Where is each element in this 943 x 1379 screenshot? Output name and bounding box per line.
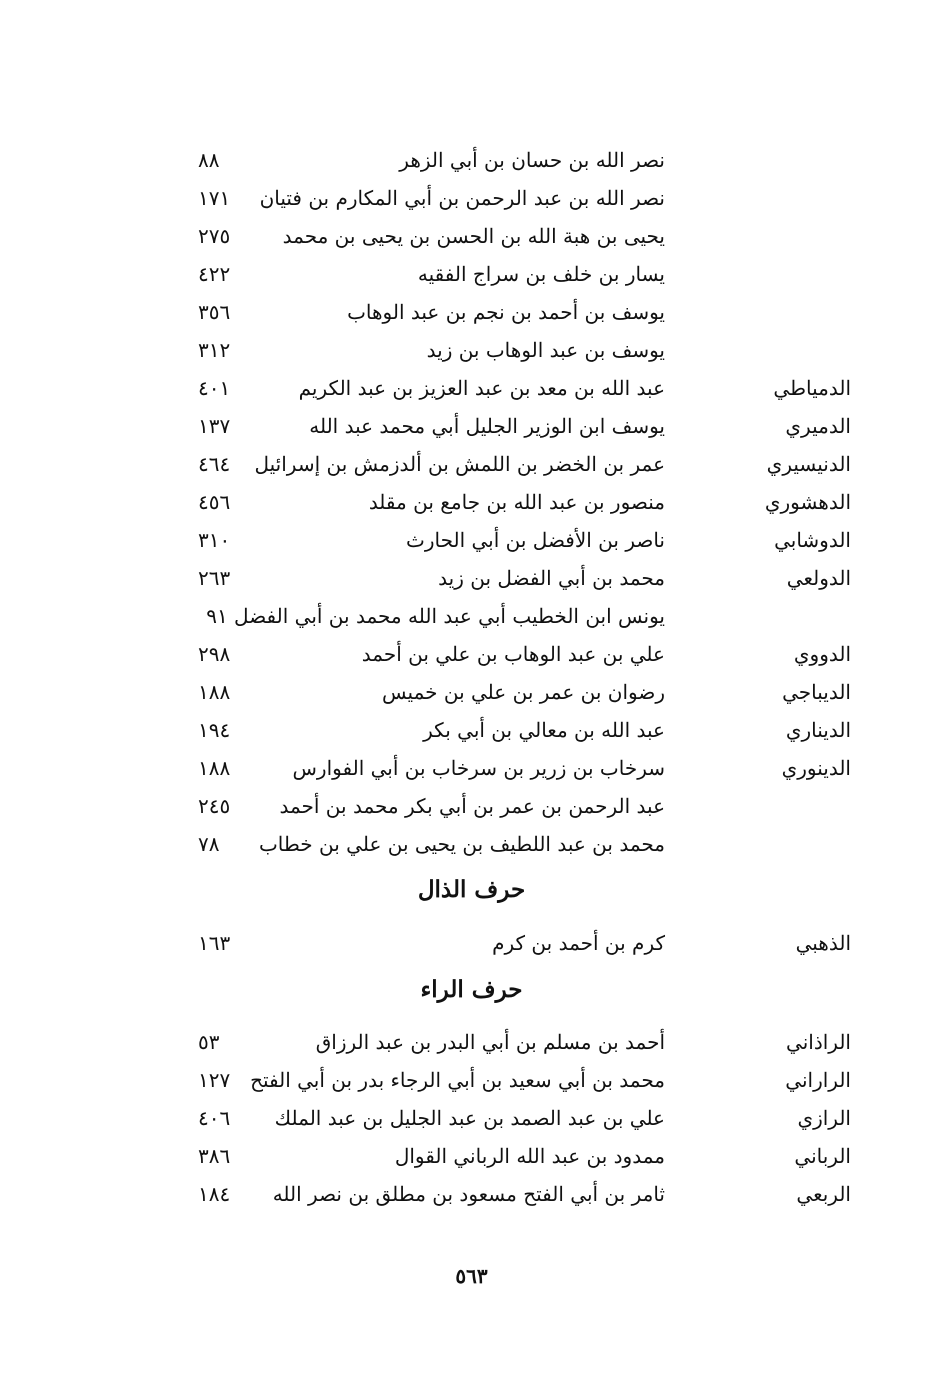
nisba-label: الدهشوري	[764, 490, 851, 514]
nisba-label: الرباني	[794, 1144, 851, 1168]
person-name: منصور بن عبد الله بن جامع بن مقلد	[368, 490, 665, 514]
index-entry	[0, 408, 943, 444]
person-name: أحمد بن مسلم بن أبي البدر بن عبد الرزاق	[315, 1030, 665, 1054]
person-name: ثامر بن أبي الفتح مسعود بن مطلق بن نصر الله	[272, 1182, 665, 1206]
nisba-label: الذهبي	[795, 931, 851, 955]
nisba-label: الديناري	[785, 718, 851, 742]
index-entry	[0, 712, 943, 748]
index-entry	[0, 218, 943, 254]
index-entry	[0, 370, 943, 406]
page-reference: ٢٧٥	[198, 224, 231, 248]
person-name: يوسف ابن الوزير الجليل أبي محمد عبد الله	[309, 414, 665, 438]
page-reference: ٤٢٢	[198, 262, 231, 286]
section-heading: حرف الراء	[420, 976, 523, 1003]
person-name: محمد بن أبي سعيد بن أبي الرجاء بدر بن أبي الفتح	[250, 1068, 665, 1092]
page-reference: ٢٩٨	[198, 642, 231, 666]
page-reference: ١٦٣	[198, 931, 231, 955]
page-reference: ٣١٠	[198, 528, 231, 552]
index-entry	[0, 484, 943, 520]
index-entry	[0, 142, 943, 178]
page-reference: ١٩٤	[198, 718, 231, 742]
page-reference: ٣١٢	[198, 338, 231, 362]
nisba-label: الرازي	[797, 1106, 851, 1130]
person-name: عبد الله بن معد بن عبد العزيز بن عبد الكريم	[298, 376, 665, 400]
person-name: نصر الله بن حسان بن أبي الزهر	[399, 148, 665, 172]
page-reference: ٤٥٦	[198, 490, 231, 514]
index-entry	[0, 180, 943, 216]
page-reference: ١٨٨	[198, 680, 231, 704]
person-name: عمر بن الخضر بن اللمش بن ألدزمش بن إسرائيل	[254, 452, 665, 476]
page-reference: ١٧١	[198, 186, 231, 210]
page-reference: ١٨٨	[198, 756, 231, 780]
index-entry	[0, 294, 943, 330]
index-entry	[0, 788, 943, 824]
nisba-label: الدمياطي	[773, 376, 851, 400]
person-name: ناصر بن الأفضل بن أبي الحارث	[406, 528, 665, 552]
index-entry	[0, 256, 943, 292]
page-reference: ٤٠٦	[198, 1106, 231, 1130]
index-entry	[0, 1024, 943, 1060]
index-entry	[0, 446, 943, 482]
page-reference: ٤٠١	[198, 376, 231, 400]
nisba-label: الراذاني	[786, 1030, 851, 1054]
index-entry	[0, 1176, 943, 1212]
person-name: يوسف بن أحمد بن نجم بن عبد الوهاب	[347, 300, 665, 324]
nisba-label: الدميري	[785, 414, 851, 438]
page-reference: ٢٦٣	[198, 566, 231, 590]
nisba-label: الدينوري	[781, 756, 851, 780]
page-reference: ١٨٤	[198, 1182, 231, 1206]
page-reference: ٤٦٤	[198, 452, 231, 476]
person-name: محمد بن أبي الفضل بن زيد	[438, 566, 665, 590]
person-name: رضوان بن عمر بن علي بن خميس	[382, 680, 665, 704]
person-name: يحيى بن هبة الله بن الحسن بن يحيى بن محمد	[282, 224, 665, 248]
page-reference: ٢٤٥	[198, 794, 231, 818]
nisba-label: الدووي	[793, 642, 851, 666]
page-reference: ٣٥٦	[198, 300, 231, 324]
person-name: نصر الله بن عبد الرحمن بن أبي المكارم بن فتيان	[259, 186, 665, 210]
page-reference: ٣٨٦	[198, 1144, 231, 1168]
index-entry	[0, 674, 943, 710]
page-reference: ١٣٧	[198, 414, 231, 438]
nisba-label: الدنيسيري	[766, 452, 851, 476]
person-name: عبد الله بن معالي بن أبي بكر	[423, 718, 665, 742]
person-name: علي بن عبد الصمد بن عبد الجليل بن عبد الملك	[274, 1106, 665, 1130]
index-entry	[0, 332, 943, 368]
person-name: كرم بن أحمد بن كرم	[492, 931, 665, 955]
index-entry	[0, 636, 943, 672]
page-reference: ٨٨	[198, 148, 220, 172]
index-entry	[0, 750, 943, 786]
page-reference: ٥٣	[198, 1030, 220, 1054]
person-name: ممدود بن عبد الله الرباني القوال	[394, 1144, 665, 1168]
person-name: يونس ابن الخطيب أبي عبد الله محمد بن أبي الفضل ٩١	[206, 604, 665, 628]
page-number: ٥٦٣	[455, 1264, 488, 1288]
index-entry	[0, 1138, 943, 1174]
person-name: يوسف بن عبد الوهاب بن زيد	[426, 338, 665, 362]
nisba-label: الديباجي	[782, 680, 851, 704]
index-entry	[0, 598, 943, 634]
page-reference: ١٢٧	[198, 1068, 231, 1092]
nisba-label: الراراني	[785, 1068, 851, 1092]
index-entry	[0, 1100, 943, 1136]
index-entry	[0, 925, 943, 961]
page-reference: ٧٨	[198, 832, 220, 856]
index-entry	[0, 560, 943, 596]
nisba-label: الربعي	[796, 1182, 851, 1206]
person-name: عبد الرحمن بن عمر بن أبي بكر محمد بن أحمد	[279, 794, 665, 818]
person-name: علي بن عبد الوهاب بن علي بن أحمد	[361, 642, 665, 666]
index-entry	[0, 826, 943, 862]
nisba-label: الدولعي	[786, 566, 851, 590]
index-entry	[0, 1062, 943, 1098]
person-name: سرخاب بن زرير بن سرخاب بن أبي الفوارس	[292, 756, 665, 780]
person-name: يسار بن خلف بن سراج الفقيه	[417, 262, 665, 286]
section-heading: حرف الذال	[417, 876, 526, 903]
nisba-label: الدوشابي	[774, 528, 851, 552]
index-entry	[0, 522, 943, 558]
person-name: محمد بن عبد اللطيف بن يحيى بن علي بن خطاب	[258, 832, 665, 856]
